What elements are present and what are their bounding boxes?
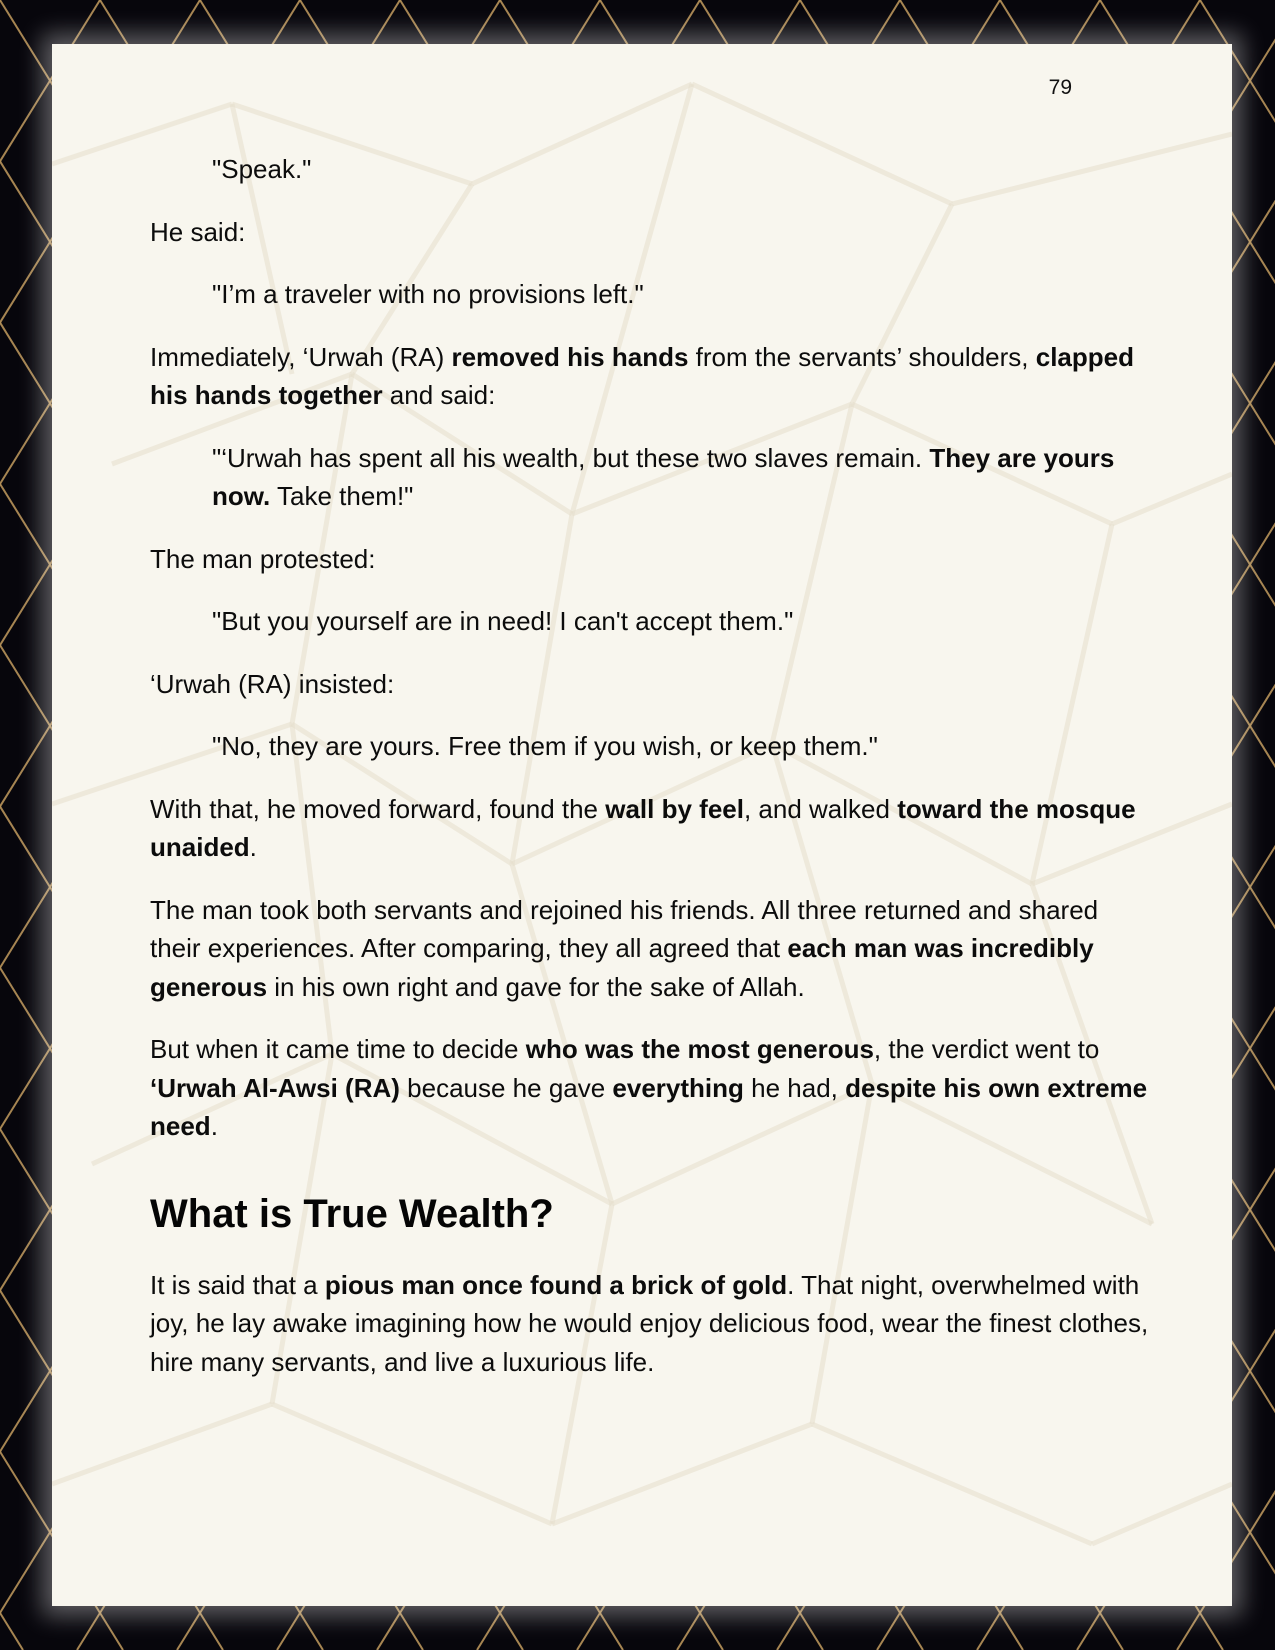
text-run: But when it came time to decide xyxy=(150,1034,526,1064)
decor-line xyxy=(1092,1484,1232,1544)
paragraph xyxy=(150,891,1150,1007)
quoted-speech xyxy=(150,275,1150,314)
bold-text: They are yours now. xyxy=(212,442,1115,511)
text-run: "No, they are yours. Free them if you wish, or keep them." xyxy=(212,731,878,761)
quoted-speech xyxy=(150,602,1150,641)
paragraph xyxy=(150,540,1150,579)
bold-text: who was the most generous xyxy=(525,1034,874,1064)
bold-text: toward the mosque unaided xyxy=(150,793,1136,862)
bold-text: ‘Urwah Al-Awsi (RA) xyxy=(150,1072,400,1103)
text-run: ‘Urwah (RA) insisted: xyxy=(150,668,395,699)
paragraph xyxy=(150,1030,1150,1146)
text-run: The man protested: xyxy=(150,543,376,574)
bold-text: each man was incredibly generous xyxy=(150,933,1094,1002)
paragraph xyxy=(150,338,1150,415)
decor-line xyxy=(552,1424,812,1524)
decor-line xyxy=(812,1424,1092,1544)
paragraph xyxy=(150,213,1150,252)
text-run: "Speak." xyxy=(212,154,312,184)
bold-text: everything xyxy=(612,1072,744,1103)
text-run: , the verdict went to xyxy=(873,1034,1100,1064)
quoted-speech xyxy=(150,150,1150,189)
text-run: What is True Wealth? xyxy=(150,1191,554,1236)
bold-text: pious man once found a brick of gold xyxy=(324,1269,788,1300)
text-run: and said: xyxy=(382,380,496,410)
decor-line xyxy=(272,1404,552,1524)
page-number: 79 xyxy=(1048,76,1072,99)
page-content xyxy=(150,150,1150,1405)
page-sheet xyxy=(52,44,1232,1606)
text-run: . xyxy=(210,1111,218,1141)
bold-text: removed his hands xyxy=(451,341,689,372)
section-heading xyxy=(150,1190,1150,1238)
text-run: in his own right and gave for the sake of Allah. xyxy=(267,971,805,1002)
text-run: . xyxy=(249,832,257,862)
text-run: He said: xyxy=(150,216,246,247)
bold-text: despite his own extreme need xyxy=(150,1072,1148,1141)
paragraph xyxy=(150,665,1150,704)
quoted-speech xyxy=(150,727,1150,766)
text-run: "But you yourself are in need! I can't accept them." xyxy=(212,606,794,636)
text-run: he had, xyxy=(743,1072,846,1103)
decor-line xyxy=(52,1404,272,1484)
text-run: . That night, overwhelmed with joy, he lay awake imagining how he would enjoy delicious food, wear the finest clothes, hire many servants, and live a luxurious life. xyxy=(150,1269,1149,1377)
paragraph xyxy=(150,790,1150,867)
text-run: "‘Urwah has spent all his wealth, but these two slaves remain. xyxy=(212,442,930,473)
bold-text: clapped his hands together xyxy=(150,341,1134,410)
text-run: It is said that a xyxy=(150,1269,325,1300)
quoted-speech xyxy=(150,439,1150,516)
text-run: "I’m a traveler with no provisions left." xyxy=(212,279,644,309)
text-run: Immediately, ‘Urwah (RA) xyxy=(150,341,452,372)
text-run: because he gave xyxy=(399,1072,613,1103)
paragraph xyxy=(150,1266,1150,1382)
bold-text: wall by feel xyxy=(605,793,744,824)
text-run: Take them!" xyxy=(270,481,414,511)
text-run: from the servants’ shoulders, xyxy=(688,341,1036,372)
text-run: The man took both servants and rejoined his friends. All three returned and shared their experiences. After comparing, they all agreed that xyxy=(150,894,1099,963)
text-run: With that, he moved forward, found the xyxy=(150,793,606,824)
text-run: , and walked xyxy=(743,793,898,824)
